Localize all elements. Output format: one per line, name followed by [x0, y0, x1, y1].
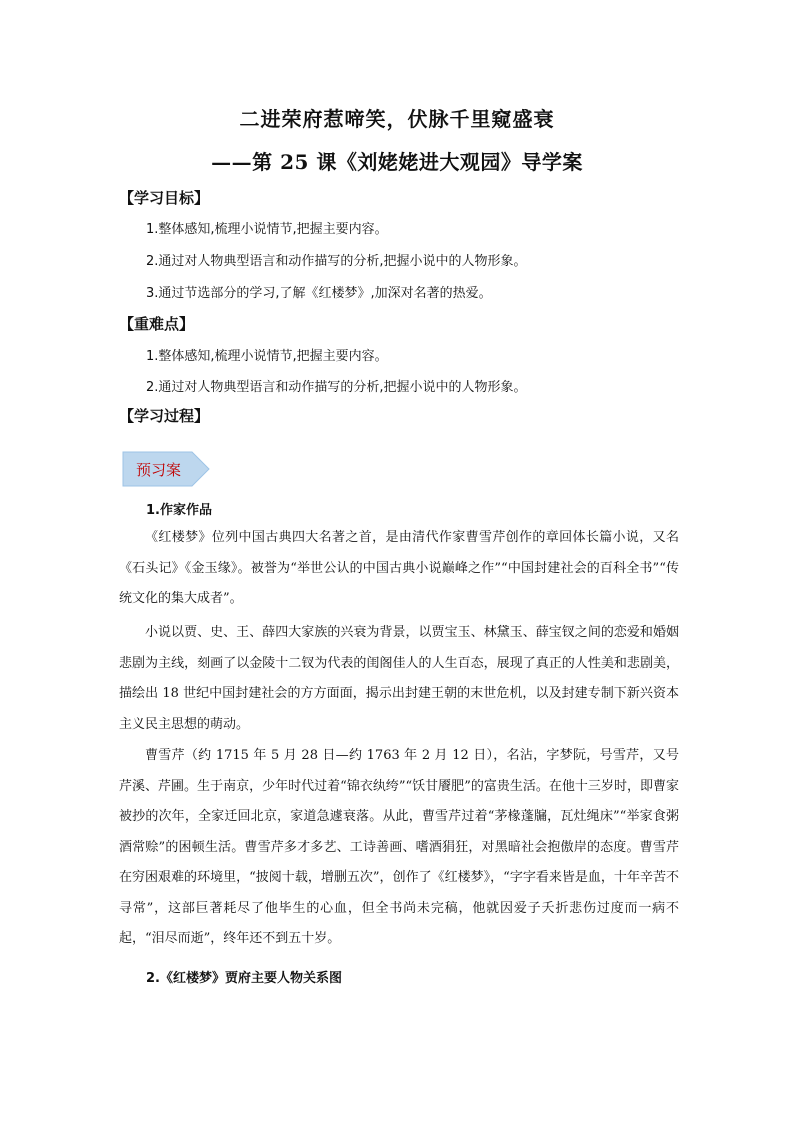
goal-item: 3.通过节选部分的学习,了解《红楼梦》,加深对名著的热爱。 — [146, 286, 492, 301]
paragraph: 小说以贾、史、王、薛四大家族的兴衰为背景，以贾宝玉、林黛玉、薛宝钗之间的恋爱和婚姻悲剧为主线，刻画了以金陵十二钗为代表的闺阁佳人的人生百态，展现了真正的人性美和悲剧美，描绘出 18 世纪中国封建社会的方方面面，揭示出封建王朝的末世危机，以及封建专制下新兴资本主义民主思想的萌动。 — [119, 625, 679, 732]
key-points-heading: 【重难点】 — [119, 315, 195, 333]
goal-item: 1.整体感知,梳理小说情节,把握主要内容。 — [146, 222, 388, 237]
document-subtitle: ——第 25 课《刘姥姥进大观园》导学案 — [211, 150, 583, 174]
document-title: 二进荣府惹啼笑，伏脉千里窥盛衰 — [239, 107, 555, 131]
goal-item: 2.通过对人物典型语言和动作描写的分析,把握小说中的人物形象。 — [146, 254, 527, 269]
goals-heading: 【学习目标】 — [119, 189, 210, 207]
key-point-item: 1.整体感知,梳理小说情节,把握主要内容。 — [146, 349, 388, 364]
paragraph: 曹雪芹（约 1715 年 5 月 28 日—约 1763 年 2 月 12 日），名沾，字梦阮，号雪芹，又号芹溪、芹圃。生于南京，少年时代过着“锦衣纨绔”“饫甘餍肥”的富贵生活。在他十三岁时，即曹家被抄的次年，全家迁回北京，家道急遽衰落。从此，曹雪芹过着“茅椽蓬牖，瓦灶绳床”“举家食粥酒常赊”的困顿生活。曹雪芹多才多艺、工诗善画、嗜酒狷狂，对黑暗社会抱傲岸的态度。曹雪芹在穷困艰难的环境里，“披阅十载，增删五次”，创作了《红楼梦》，“字字看来皆是血，十年辛苦不寻常”，这部巨著耗尽了他毕生的心血，但全书尚未完稿，他就因爱子夭折悲伤过度而一病不起，“泪尽而逝”，终年还不到五十岁。 — [119, 748, 679, 946]
process-heading: 【学习过程】 — [119, 407, 210, 425]
section-title: 1.作家作品 — [146, 503, 212, 518]
preview-tag-label: 预习案 — [136, 461, 182, 479]
section-title: 2.《红楼梦》贾府主要人物关系图 — [146, 971, 342, 986]
key-point-item: 2.通过对人物典型语言和动作描写的分析,把握小说中的人物形象。 — [146, 380, 527, 395]
paragraph: 《红楼梦》位列中国古典四大名著之首，是由清代作家曹雪芹创作的章回体长篇小说，又名《石头记》《金玉缘》。被誉为“举世公认的中国古典小说巅峰之作”“中国封建社会的百科全书”“传统文化的集大成者”。 — [119, 530, 679, 606]
preview-tag — [122, 451, 210, 487]
